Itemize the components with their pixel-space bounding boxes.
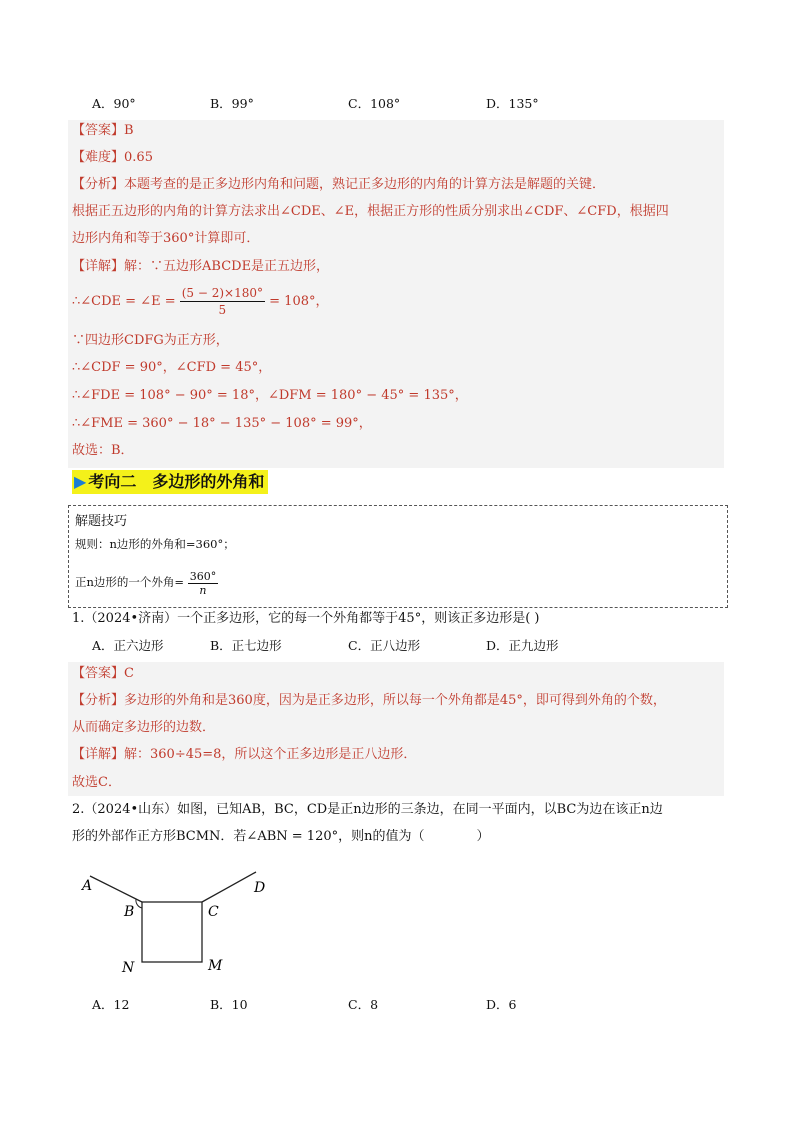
detail-label: 【详解】 <box>72 259 125 274</box>
prev-analysis-2: 根据正五边形的内角的计算方法求出∠CDE、∠E，根据正方形的性质分别求出∠CDF、∠CFD，根据四 <box>72 204 669 219</box>
formula-lhs: ∴∠CDE = ∠E = <box>72 294 176 309</box>
tips-fraction-den: n <box>199 583 207 597</box>
segment-cd <box>202 872 256 902</box>
prev-choose: 故选：B． <box>72 443 134 458</box>
q2-options <box>92 993 692 1017</box>
q1-answer-value: C <box>124 666 134 681</box>
q1-detail-text: 解：360÷45=8，所以这个正多边形是正八边形． <box>124 747 417 762</box>
q1-choose: 故选C． <box>72 775 121 790</box>
prev-detail-4: ∴∠CDF = 90°，∠CFD = 45°， <box>72 360 272 375</box>
q1-stem: 1.（2024•济南）一个正多边形，它的每一个外角都等于45°，则该正多边形是( ) <box>72 611 540 626</box>
option-c: C．108° <box>348 96 401 111</box>
point-a: A <box>82 878 93 894</box>
q1-option-a: A．正六边形 <box>92 638 164 653</box>
q1-analysis-label: 【分析】 <box>72 693 125 708</box>
tips-formula <box>75 564 218 600</box>
detail-text: 解：∵五边形ABCDE是正五边形， <box>124 259 330 274</box>
q1-analysis-2: 从而确定多边形的边数． <box>72 720 216 735</box>
q2-option-b: B．10 <box>210 997 248 1012</box>
q2-option-d: D．6 <box>486 997 517 1012</box>
point-d: D <box>254 880 266 896</box>
tips-rule: 规则：n边形的外角和=360°； <box>75 537 235 551</box>
prev-difficulty <box>72 145 724 171</box>
prev-detail-3: ∵四边形CDFG为正方形， <box>72 333 229 348</box>
section-title <box>72 470 268 494</box>
point-m: M <box>208 958 223 974</box>
formula-fraction <box>180 285 265 318</box>
q1-analysis-1 <box>72 688 724 714</box>
point-n: N <box>122 960 135 976</box>
q2-stem-1: 2.（2024•山东）如图，已知AB，BC，CD是正n边形的三条边，在同一平面内，以BC为边在该正n边 <box>72 802 663 817</box>
triangle-icon: ▶ <box>74 472 87 491</box>
q2-option-c: C．8 <box>348 997 379 1012</box>
q2-figure <box>70 862 290 982</box>
prev-analysis-1 <box>72 172 724 198</box>
prev-analysis-3: 边形内角和等于360°计算即可． <box>72 231 260 246</box>
tips-formula-text: 正n边形的一个外角= <box>75 575 185 589</box>
option-a: A．90° <box>92 96 136 111</box>
section-title-text: 考向二 多边形的外角和 <box>88 472 265 491</box>
prev-detail-5: ∴∠FDE = 108° − 90° = 18°，∠DFM = 180° − 45° = 135°， <box>72 388 468 403</box>
q2-option-a: A．12 <box>92 997 130 1012</box>
tips-box <box>68 505 728 608</box>
fraction-denominator: 5 <box>218 303 227 317</box>
answer-label: 【答案】 <box>72 123 125 138</box>
q1-options <box>92 634 692 658</box>
prev-detail-1 <box>72 254 724 280</box>
point-b: B <box>124 904 135 920</box>
prev-detail-6: ∴∠FME = 360° − 18° − 135° − 108° = 99°， <box>72 416 372 431</box>
difficulty-label: 【难度】 <box>72 150 125 165</box>
formula-rhs: = 108°， <box>269 294 329 309</box>
q2-stem-2: 形的外部作正方形BCMN．若∠ABN = 120°，则n的值为（ ） <box>72 829 490 844</box>
prev-answer <box>72 118 724 144</box>
fraction-numerator: (5 − 2)×180° <box>181 286 264 300</box>
square-bcmn <box>142 902 202 962</box>
q1-option-c: C．正八边形 <box>348 638 421 653</box>
q1-detail-label: 【详解】 <box>72 747 125 762</box>
segment-ab <box>90 876 142 902</box>
q1-detail <box>72 742 724 768</box>
analysis-label: 【分析】 <box>72 177 125 192</box>
tips-title: 解题技巧 <box>75 514 128 529</box>
prev-options <box>92 92 692 116</box>
q1-option-b: B．正七边形 <box>210 638 282 653</box>
q1-analysis-text: 多边形的外角和是360度，因为是正多边形，所以每一个外角都是45°，即可得到外角的个数， <box>124 693 666 708</box>
difficulty-value: 0.65 <box>124 150 153 165</box>
tips-fraction <box>188 570 219 597</box>
answer-value: B <box>124 123 134 138</box>
q1-answer <box>72 661 724 687</box>
analysis-text: 本题考查的是正多边形内角和问题，熟记正多边形的内角的计算方法是解题的关键． <box>124 177 606 192</box>
tips-fraction-num: 360° <box>189 569 217 583</box>
option-d: D．135° <box>486 96 539 111</box>
point-c: C <box>208 904 219 920</box>
option-b: B．99° <box>210 96 254 111</box>
prev-detail-2 <box>72 282 724 322</box>
q1-option-d: D．正九边形 <box>486 638 559 653</box>
q1-answer-label: 【答案】 <box>72 666 125 681</box>
